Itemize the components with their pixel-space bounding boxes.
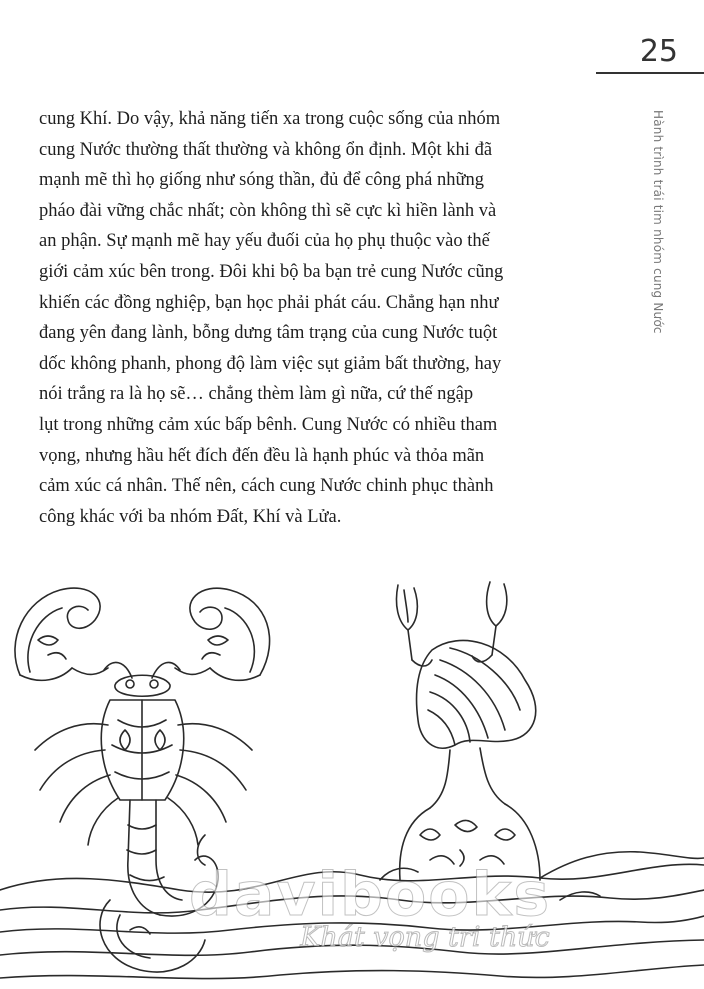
header-rule xyxy=(596,72,704,74)
illustration xyxy=(0,560,704,989)
text-line: cung Nước thường thất thường và không ổn định. Một khi đã xyxy=(39,139,493,160)
page-number: 25 xyxy=(639,34,678,69)
text-line: đang yên đang lành, bỗng dưng tâm trạng của cung Nước tuột xyxy=(39,323,498,344)
text-line: vọng, nhưng hầu hết đích đến đều là hạnh phúc và thỏa mãn xyxy=(39,445,485,466)
text-line: cung Khí. Do vậy, khả năng tiến xa trong cuộc sống của nhóm xyxy=(39,109,501,129)
text-line: dốc không phanh, phong độ làm việc sụt giảm bất thường, hay xyxy=(39,353,502,374)
text-line: công khác với ba nhóm Đất, Khí và Lửa. xyxy=(39,506,342,527)
text-line: cảm xúc cá nhân. Thế nên, cách cung Nước chinh phục thành xyxy=(39,476,494,497)
scorpion-icon xyxy=(15,588,270,972)
crab-icon xyxy=(396,582,506,666)
text-line: nói trắng ra là họ sẽ… chẳng thèm làm gì nữa, cứ thế ngập xyxy=(39,384,474,405)
text-line: mạnh mẽ thì họ giống như sóng thần, đủ để công phá những xyxy=(39,170,484,191)
woman-figure-icon xyxy=(400,640,540,880)
text-line: giới cảm xúc bên trong. Đôi khi bộ ba bạn trẻ cung Nước cũng xyxy=(39,261,504,282)
body-text xyxy=(39,104,587,532)
watermark-brand: davibooks xyxy=(188,860,552,930)
running-header: Hành trình trái tim nhóm cung Nước xyxy=(651,110,665,334)
text-line: an phận. Sự mạnh mẽ hay yếu đuối của họ phụ thuộc vào thế xyxy=(39,231,490,252)
text-line: khiến các đồng nghiệp, bạn học phải phát cáu. Chẳng hạn như xyxy=(39,292,499,313)
text-line: lụt trong những cảm xúc bấp bênh. Cung Nước có nhiều tham xyxy=(39,414,498,435)
watermark-tagline: Khát vọng tri thức xyxy=(300,922,550,953)
text-line: pháo đài vững chắc nhất; còn không thì sẽ cực kì hiền lành và xyxy=(39,200,497,221)
waves-icon xyxy=(0,852,704,979)
